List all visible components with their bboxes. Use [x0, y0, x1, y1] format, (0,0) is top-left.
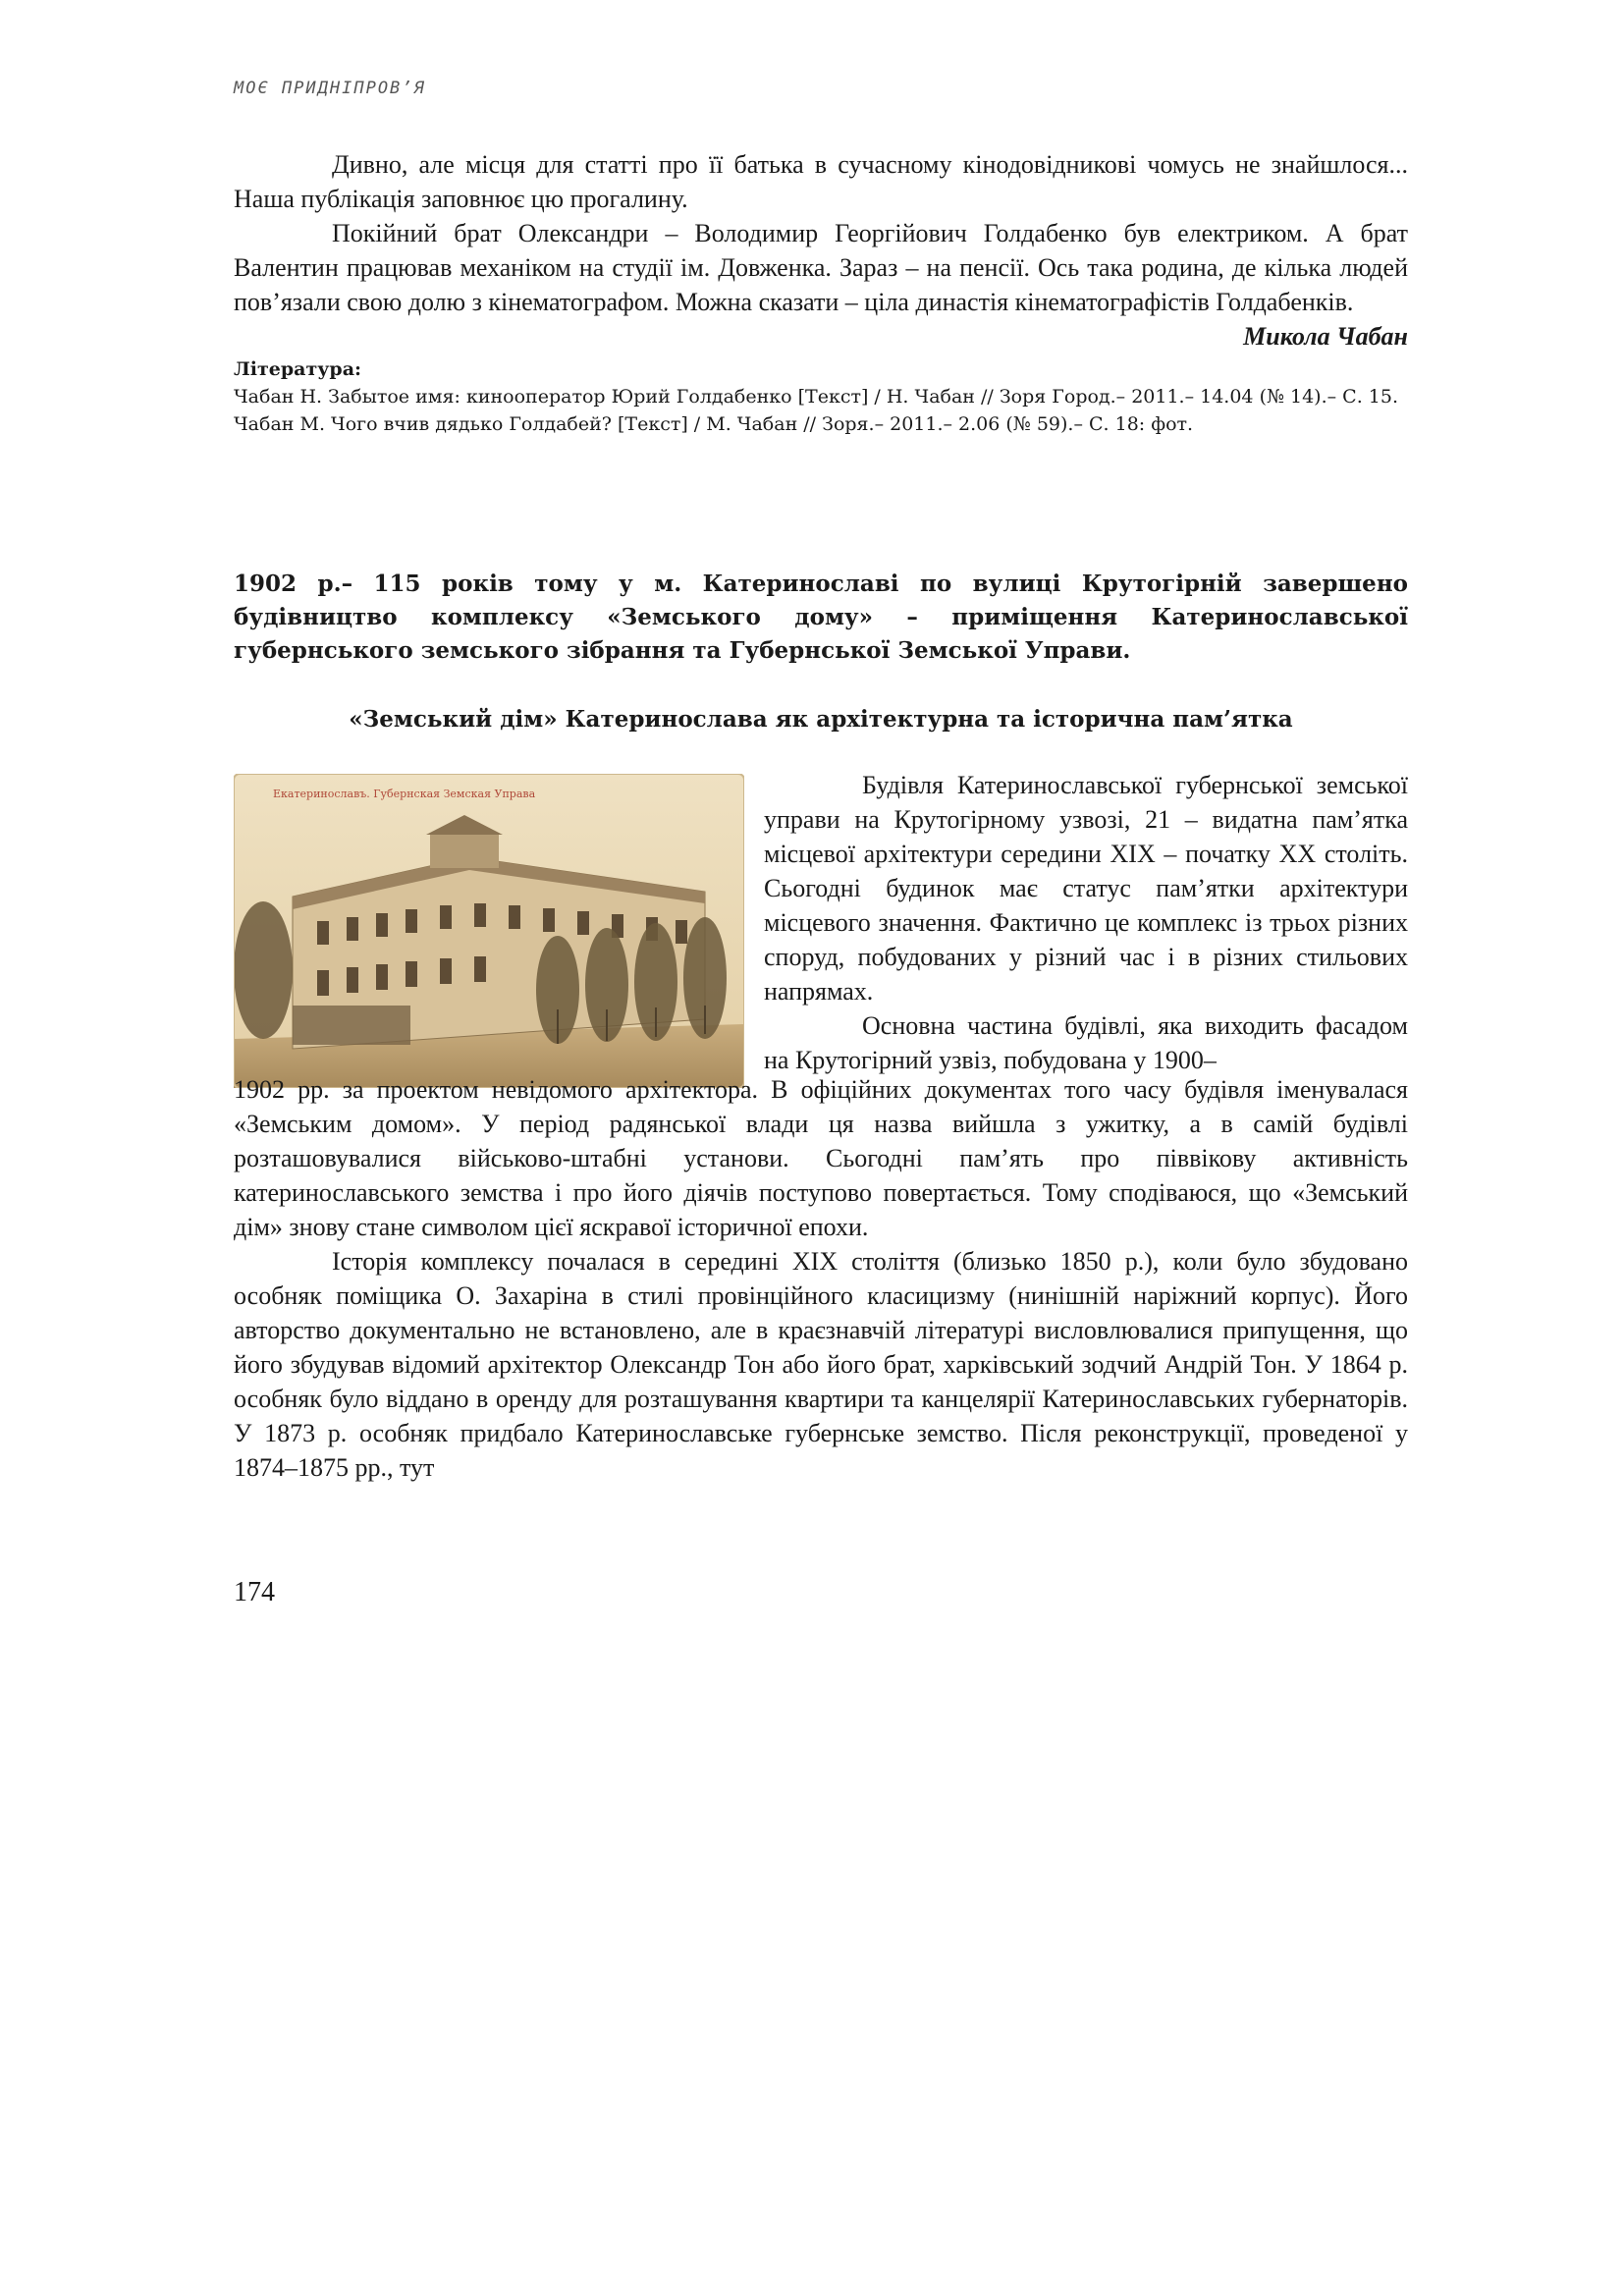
article1	[234, 147, 1408, 438]
article-headline: 1902 р.– 115 років тому у м. Катеринославі по вулиці Крутогірній завершено будівництво комплексу «Земського дому» – приміщення Катеринославської губернського земського зібрання та Губернської Земської Управи.	[234, 571, 1408, 664]
paragraph: Будівля Катеринославської губернської земської управи на Крутогірному узвозі, 21 – видатна пам’ятка місцевої архітектури середини XIX – початку XX століть. Сьогодні будинок має статус пам’ятки архітектури місцевого значення. Фактично це комплекс із трьох різних споруд, побудованих у різний час і в різних стильових напрямах.	[764, 771, 1408, 1006]
float-text-column	[764, 768, 1408, 1077]
paragraph: 1902 рр. за проектом невідомого архітектора. В офіційних документах того часу будівля іменувалася «Земським домом». У період радянської влади ця назва вийшла з ужитку, а в самій будівлі розташовувалися військово-штабні установи. Сьогодні пам’ять про піввікову активність катеринославського земства і про його діячів поступово повертається. Тому сподіваюся, що «Земський дім» знову стане символом цієї яскравої історичної епохи.	[234, 1075, 1408, 1241]
article2-body	[234, 1072, 1408, 1485]
page-number: 174	[234, 1577, 275, 1607]
article2-heading	[234, 568, 1408, 736]
literature-title: Література:	[234, 358, 362, 380]
literature-item: Чабан М. Чого вчив дядько Голдабей? [Текст] / М. Чабан // Зоря.– 2011.– 2.06 (№ 59).– С. 18: фот.	[234, 413, 1194, 435]
literature-item: Чабан Н. Забытое имя: кинооператор Юрий Голдабенко [Текст] / Н. Чабан // Зоря Город.– 2011.– 14.04 (№ 14).– С. 15.	[234, 386, 1398, 408]
photo-caption: Екатеринославъ. Губернская Земская Управа	[273, 788, 536, 800]
paragraph: Історія комплексу почалася в середині XIX століття (близько 1850 р.), коли було збудовано особняк поміщика О. Захаріна в стилі провінційного класицизму (нинішній наріжний корпус). Його авторство документально не встановлено, але в краєзнавчій літературі висловлювалися припущення, що його збудував відомий архітектор Олександр Тон або його брат, харківський зодчий Андрій Тон. У 1864 р. особняк було віддано в оренду для розташування квартири та канцелярії Катеринославських губернаторів. У 1873 р. особняк придбало Катеринославське губернське земство. Після реконструкції, проведеної у 1874–1875 рр., тут	[234, 1247, 1408, 1482]
postcard-photo	[234, 774, 744, 1088]
paragraph: Дивно, але місця для статті про її батька в сучасному кінодовідникові чомусь не знайшлося... Наша публікація заповнює цю прогалину.	[234, 150, 1408, 213]
paragraph: Покійний брат Олександри – Володимир Георгійович Голдабенко був електриком. А брат Валентин працював механіком на студії ім. Довженка. Зараз – на пенсії. Ось така родина, де кілька людей пов’язали свою долю з кінематографом. Можна сказати – ціла династія кінематографістів Голдабенків.	[234, 219, 1408, 316]
article-subtitle: «Земський дім» Катеринослава як архітектурна та історична пам’ятка	[349, 706, 1293, 733]
paragraph: Основна частина будівлі, яка виходить фасадом на Крутогірний узвіз, побудована у 1900–	[764, 1011, 1408, 1074]
running-header: МОЄ ПРИДНІПРОВ’Я	[234, 79, 426, 98]
author-signature: Микола Чабан	[1243, 322, 1408, 351]
